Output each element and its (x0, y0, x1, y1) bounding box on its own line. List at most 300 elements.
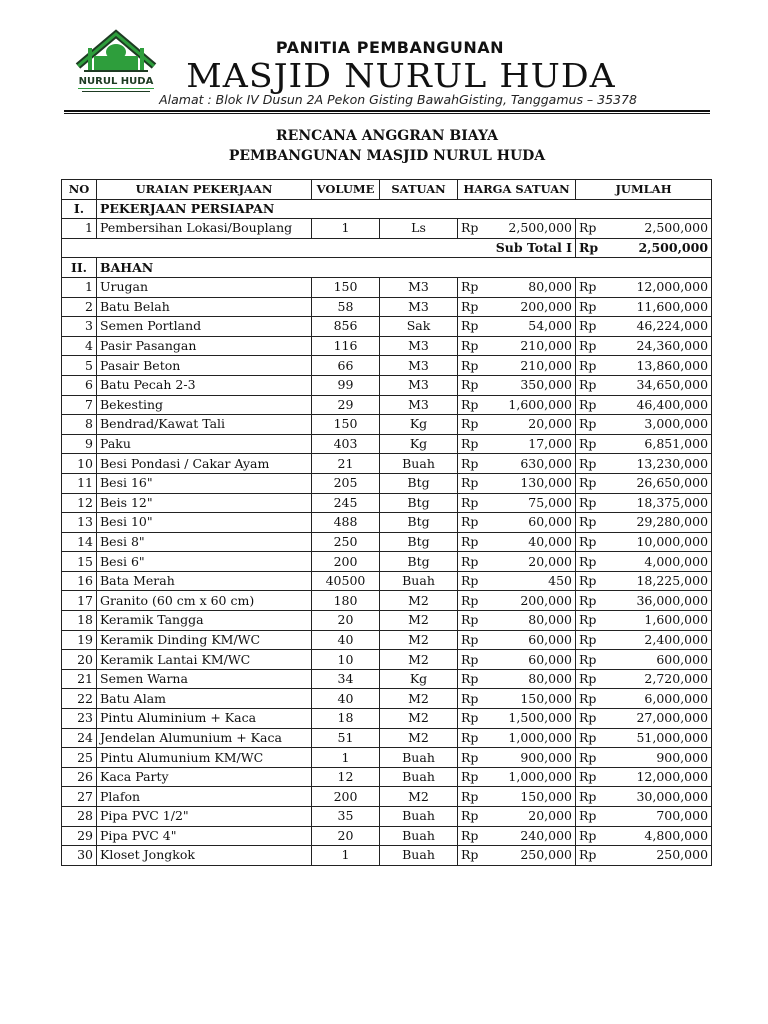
item-unit: M3 (380, 277, 458, 297)
item-total: 24,360,000 (606, 336, 712, 356)
total-currency: Rp (576, 630, 606, 650)
item-unit: M2 (380, 611, 458, 631)
item-unit-price: 150,000 (490, 689, 576, 709)
org-title-main: MASJID NURUL HUDA (186, 56, 616, 95)
item-total: 3,000,000 (606, 415, 712, 435)
item-total: 13,860,000 (606, 356, 712, 376)
item-total: 29,280,000 (606, 513, 712, 533)
item-volume: 1 (312, 846, 380, 866)
section-header-row (62, 199, 712, 219)
subtotal-amount: 2,500,000 (606, 238, 712, 258)
item-description: Plafon (97, 787, 312, 807)
item-volume: 20 (312, 826, 380, 846)
item-total: 600,000 (606, 650, 712, 670)
price-currency: Rp (458, 317, 490, 337)
item-total: 10,000,000 (606, 532, 712, 552)
item-total: 1,600,000 (606, 611, 712, 631)
item-total: 26,650,000 (606, 473, 712, 493)
total-currency: Rp (576, 395, 606, 415)
subtotal-currency: Rp (576, 238, 606, 258)
table-row (62, 552, 712, 572)
item-volume: 245 (312, 493, 380, 513)
price-currency: Rp (458, 591, 490, 611)
org-address: Alamat : Blok IV Dusun 2A Pekon Gisting BawahGisting, Tanggamus – 35378 (159, 92, 637, 107)
total-currency: Rp (576, 336, 606, 356)
item-unit-price: 130,000 (490, 473, 576, 493)
item-number: 12 (62, 493, 97, 513)
item-description: Besi 16" (97, 473, 312, 493)
item-volume: 99 (312, 375, 380, 395)
item-description: Urugan (97, 277, 312, 297)
item-number: 2 (62, 297, 97, 317)
item-description: Bekesting (97, 395, 312, 415)
item-total: 2,500,000 (606, 219, 712, 239)
item-total: 46,400,000 (606, 395, 712, 415)
item-number: 22 (62, 689, 97, 709)
item-unit: Btg (380, 532, 458, 552)
item-unit: Kg (380, 434, 458, 454)
item-unit: M2 (380, 728, 458, 748)
price-currency: Rp (458, 611, 490, 631)
item-unit: Buah (380, 767, 458, 787)
price-currency: Rp (458, 630, 490, 650)
total-currency: Rp (576, 219, 606, 239)
item-unit-price: 80,000 (490, 277, 576, 297)
item-volume: 200 (312, 552, 380, 572)
item-unit-price: 200,000 (490, 297, 576, 317)
item-description: Pipa PVC 1/2" (97, 807, 312, 827)
item-description: Pipa PVC 4" (97, 826, 312, 846)
item-unit-price: 240,000 (490, 826, 576, 846)
price-currency: Rp (458, 552, 490, 572)
mosque-logo-icon (64, 26, 168, 98)
item-unit-price: 1,500,000 (490, 709, 576, 729)
item-description: Semen Portland (97, 317, 312, 337)
item-number: 30 (62, 846, 97, 866)
item-unit-price: 1,600,000 (490, 395, 576, 415)
item-number: 11 (62, 473, 97, 493)
item-volume: 403 (312, 434, 380, 454)
item-unit-price: 60,000 (490, 513, 576, 533)
price-currency: Rp (458, 748, 490, 768)
total-currency: Rp (576, 807, 606, 827)
table-row (62, 513, 712, 533)
table-row (62, 689, 712, 709)
item-volume: 488 (312, 513, 380, 533)
item-unit-price: 1,000,000 (490, 728, 576, 748)
item-number: 7 (62, 395, 97, 415)
item-unit-price: 150,000 (490, 787, 576, 807)
item-unit: Kg (380, 669, 458, 689)
price-currency: Rp (458, 434, 490, 454)
item-volume: 58 (312, 297, 380, 317)
table-header-row (62, 180, 712, 200)
budget-table-body (62, 199, 712, 865)
item-total: 250,000 (606, 846, 712, 866)
item-unit: M3 (380, 395, 458, 415)
section-name: PEKERJAAN PERSIAPAN (97, 199, 712, 219)
item-total: 2,720,000 (606, 669, 712, 689)
price-currency: Rp (458, 356, 490, 376)
section-number: II. (62, 258, 97, 278)
item-number: 15 (62, 552, 97, 572)
item-total: 12,000,000 (606, 277, 712, 297)
subtotal-row (62, 238, 712, 258)
item-total: 11,600,000 (606, 297, 712, 317)
total-currency: Rp (576, 513, 606, 533)
item-description: Jendelan Alumunium + Kaca (97, 728, 312, 748)
item-unit: Btg (380, 513, 458, 533)
table-row (62, 532, 712, 552)
total-currency: Rp (576, 591, 606, 611)
item-volume: 35 (312, 807, 380, 827)
total-currency: Rp (576, 826, 606, 846)
total-currency: Rp (576, 846, 606, 866)
item-volume: 180 (312, 591, 380, 611)
item-unit: Btg (380, 552, 458, 572)
item-number: 23 (62, 709, 97, 729)
item-total: 46,224,000 (606, 317, 712, 337)
table-row (62, 630, 712, 650)
item-volume: 250 (312, 532, 380, 552)
total-currency: Rp (576, 552, 606, 572)
total-currency: Rp (576, 277, 606, 297)
total-currency: Rp (576, 728, 606, 748)
table-row (62, 277, 712, 297)
item-number: 1 (62, 277, 97, 297)
price-currency: Rp (458, 571, 490, 591)
price-currency: Rp (458, 454, 490, 474)
item-total: 2,400,000 (606, 630, 712, 650)
table-row (62, 650, 712, 670)
table-row (62, 611, 712, 631)
item-number: 28 (62, 807, 97, 827)
item-number: 24 (62, 728, 97, 748)
item-unit: Buah (380, 748, 458, 768)
item-number: 18 (62, 611, 97, 631)
item-total: 51,000,000 (606, 728, 712, 748)
item-total: 34,650,000 (606, 375, 712, 395)
table-row (62, 395, 712, 415)
item-description: Bata Merah (97, 571, 312, 591)
col-header-unit: SATUAN (380, 180, 458, 200)
total-currency: Rp (576, 767, 606, 787)
item-number: 14 (62, 532, 97, 552)
item-total: 700,000 (606, 807, 712, 827)
item-unit: M2 (380, 650, 458, 670)
table-row (62, 415, 712, 435)
item-description: Keramik Tangga (97, 611, 312, 631)
table-row (62, 807, 712, 827)
price-currency: Rp (458, 650, 490, 670)
price-currency: Rp (458, 787, 490, 807)
document-title: RENCANA ANGGRAN BIAYA (276, 128, 498, 144)
mosque-logo (64, 26, 168, 98)
item-volume: 12 (312, 767, 380, 787)
item-number: 6 (62, 375, 97, 395)
total-currency: Rp (576, 454, 606, 474)
table-row (62, 493, 712, 513)
table-row (62, 297, 712, 317)
total-currency: Rp (576, 748, 606, 768)
item-unit: M3 (380, 356, 458, 376)
item-number: 29 (62, 826, 97, 846)
item-unit: Sak (380, 317, 458, 337)
item-unit: Btg (380, 473, 458, 493)
item-total: 27,000,000 (606, 709, 712, 729)
total-currency: Rp (576, 571, 606, 591)
item-volume: 40 (312, 630, 380, 650)
table-row (62, 669, 712, 689)
document-subtitle: PEMBANGUNAN MASJID NURUL HUDA (228, 148, 546, 164)
item-unit: M3 (380, 297, 458, 317)
item-unit: M2 (380, 787, 458, 807)
item-volume: 150 (312, 277, 380, 297)
item-number: 9 (62, 434, 97, 454)
item-number: 20 (62, 650, 97, 670)
item-unit-price: 210,000 (490, 356, 576, 376)
total-currency: Rp (576, 532, 606, 552)
header-divider-thin (64, 113, 710, 114)
item-description: Paku (97, 434, 312, 454)
table-row (62, 728, 712, 748)
total-currency: Rp (576, 375, 606, 395)
item-unit-price: 60,000 (490, 650, 576, 670)
table-row (62, 571, 712, 591)
item-total: 12,000,000 (606, 767, 712, 787)
table-row (62, 591, 712, 611)
table-row (62, 709, 712, 729)
item-total: 6,000,000 (606, 689, 712, 709)
item-unit-price: 900,000 (490, 748, 576, 768)
price-currency: Rp (458, 473, 490, 493)
table-row (62, 317, 712, 337)
item-description: Semen Warna (97, 669, 312, 689)
total-currency: Rp (576, 689, 606, 709)
item-description: Kaca Party (97, 767, 312, 787)
item-unit-price: 350,000 (490, 375, 576, 395)
item-description: Besi 8" (97, 532, 312, 552)
item-unit: M2 (380, 689, 458, 709)
item-description: Besi 6" (97, 552, 312, 572)
item-total: 30,000,000 (606, 787, 712, 807)
item-volume: 34 (312, 669, 380, 689)
item-description: Pasir Pasangan (97, 336, 312, 356)
item-number: 4 (62, 336, 97, 356)
item-description: Besi Pondasi / Cakar Ayam (97, 454, 312, 474)
col-header-total: JUMLAH (576, 180, 712, 200)
item-volume: 29 (312, 395, 380, 415)
item-unit-price: 80,000 (490, 611, 576, 631)
item-description: Pintu Alumunium KM/WC (97, 748, 312, 768)
table-row (62, 356, 712, 376)
item-number: 3 (62, 317, 97, 337)
total-currency: Rp (576, 356, 606, 376)
section-number: I. (62, 199, 97, 219)
price-currency: Rp (458, 493, 490, 513)
table-row (62, 336, 712, 356)
item-unit-price: 60,000 (490, 630, 576, 650)
section-header-row (62, 258, 712, 278)
item-total: 6,851,000 (606, 434, 712, 454)
item-unit: Buah (380, 826, 458, 846)
item-unit: M3 (380, 336, 458, 356)
item-unit: M2 (380, 591, 458, 611)
item-unit: Kg (380, 415, 458, 435)
item-description: Kloset Jongkok (97, 846, 312, 866)
item-number: 21 (62, 669, 97, 689)
item-description: Pasair Beton (97, 356, 312, 376)
item-unit: Btg (380, 493, 458, 513)
item-number: 25 (62, 748, 97, 768)
org-title-top: PANITIA PEMBANGUNAN (275, 38, 505, 57)
item-unit-price: 630,000 (490, 454, 576, 474)
item-unit-price: 75,000 (490, 493, 576, 513)
section-name: BAHAN (97, 258, 712, 278)
price-currency: Rp (458, 767, 490, 787)
table-row (62, 434, 712, 454)
item-number: 5 (62, 356, 97, 376)
item-total: 36,000,000 (606, 591, 712, 611)
item-unit-price: 20,000 (490, 415, 576, 435)
total-currency: Rp (576, 709, 606, 729)
total-currency: Rp (576, 650, 606, 670)
header-divider-thick (64, 110, 710, 112)
table-row (62, 454, 712, 474)
item-volume: 10 (312, 650, 380, 670)
price-currency: Rp (458, 846, 490, 866)
item-unit-price: 2,500,000 (490, 219, 576, 239)
item-description: Pembersihan Lokasi/Bouplang (97, 219, 312, 239)
item-number: 26 (62, 767, 97, 787)
item-number: 10 (62, 454, 97, 474)
item-volume: 51 (312, 728, 380, 748)
item-unit-price: 250,000 (490, 846, 576, 866)
item-unit: Buah (380, 807, 458, 827)
item-unit-price: 20,000 (490, 807, 576, 827)
item-total: 4,000,000 (606, 552, 712, 572)
item-volume: 66 (312, 356, 380, 376)
item-description: Keramik Dinding KM/WC (97, 630, 312, 650)
item-total: 18,225,000 (606, 571, 712, 591)
total-currency: Rp (576, 473, 606, 493)
item-total: 900,000 (606, 748, 712, 768)
item-volume: 40500 (312, 571, 380, 591)
price-currency: Rp (458, 669, 490, 689)
total-currency: Rp (576, 787, 606, 807)
table-row (62, 787, 712, 807)
item-volume: 21 (312, 454, 380, 474)
total-currency: Rp (576, 611, 606, 631)
col-header-no: NO (62, 180, 97, 200)
item-unit-price: 210,000 (490, 336, 576, 356)
price-currency: Rp (458, 415, 490, 435)
total-currency: Rp (576, 415, 606, 435)
item-number: 19 (62, 630, 97, 650)
table-row (62, 748, 712, 768)
item-total: 18,375,000 (606, 493, 712, 513)
item-volume: 1 (312, 219, 380, 239)
price-currency: Rp (458, 709, 490, 729)
svg-text:NURUL HUDA: NURUL HUDA (78, 76, 154, 87)
item-unit-price: 1,000,000 (490, 767, 576, 787)
price-currency: Rp (458, 395, 490, 415)
table-row (62, 846, 712, 866)
item-volume: 20 (312, 611, 380, 631)
item-unit: Buah (380, 454, 458, 474)
item-unit: M3 (380, 375, 458, 395)
item-unit-price: 200,000 (490, 591, 576, 611)
price-currency: Rp (458, 277, 490, 297)
price-currency: Rp (458, 297, 490, 317)
item-total: 13,230,000 (606, 454, 712, 474)
item-description: Beis 12" (97, 493, 312, 513)
item-unit-price: 450 (490, 571, 576, 591)
table-row (62, 826, 712, 846)
item-volume: 205 (312, 473, 380, 493)
item-description: Bendrad/Kawat Tali (97, 415, 312, 435)
item-volume: 40 (312, 689, 380, 709)
col-header-description: URAIAN PEKERJAAN (97, 180, 312, 200)
table-row (62, 219, 712, 239)
total-currency: Rp (576, 317, 606, 337)
table-row (62, 767, 712, 787)
total-currency: Rp (576, 493, 606, 513)
price-currency: Rp (458, 336, 490, 356)
item-description: Granito (60 cm x 60 cm) (97, 591, 312, 611)
table-row (62, 473, 712, 493)
price-currency: Rp (458, 375, 490, 395)
item-volume: 1 (312, 748, 380, 768)
total-currency: Rp (576, 669, 606, 689)
item-unit-price: 17,000 (490, 434, 576, 454)
item-volume: 856 (312, 317, 380, 337)
total-currency: Rp (576, 434, 606, 454)
subtotal-label: Sub Total I (62, 238, 576, 258)
item-unit-price: 40,000 (490, 532, 576, 552)
budget-table (61, 179, 712, 866)
item-number: 17 (62, 591, 97, 611)
item-unit: Buah (380, 846, 458, 866)
item-number: 13 (62, 513, 97, 533)
table-row (62, 375, 712, 395)
item-unit-price: 20,000 (490, 552, 576, 572)
item-unit: M2 (380, 630, 458, 650)
item-volume: 18 (312, 709, 380, 729)
item-number: 1 (62, 219, 97, 239)
item-description: Besi 10" (97, 513, 312, 533)
price-currency: Rp (458, 513, 490, 533)
item-unit: Buah (380, 571, 458, 591)
item-description: Batu Alam (97, 689, 312, 709)
price-currency: Rp (458, 826, 490, 846)
price-currency: Rp (458, 689, 490, 709)
price-currency: Rp (458, 219, 490, 239)
item-description: Keramik Lantai KM/WC (97, 650, 312, 670)
item-number: 16 (62, 571, 97, 591)
price-currency: Rp (458, 728, 490, 748)
col-header-volume: VOLUME (312, 180, 380, 200)
item-unit: M2 (380, 709, 458, 729)
item-volume: 116 (312, 336, 380, 356)
total-currency: Rp (576, 297, 606, 317)
item-description: Batu Pecah 2-3 (97, 375, 312, 395)
item-volume: 150 (312, 415, 380, 435)
col-header-unit-price: HARGA SATUAN (458, 180, 576, 200)
item-unit-price: 80,000 (490, 669, 576, 689)
price-currency: Rp (458, 807, 490, 827)
item-volume: 200 (312, 787, 380, 807)
